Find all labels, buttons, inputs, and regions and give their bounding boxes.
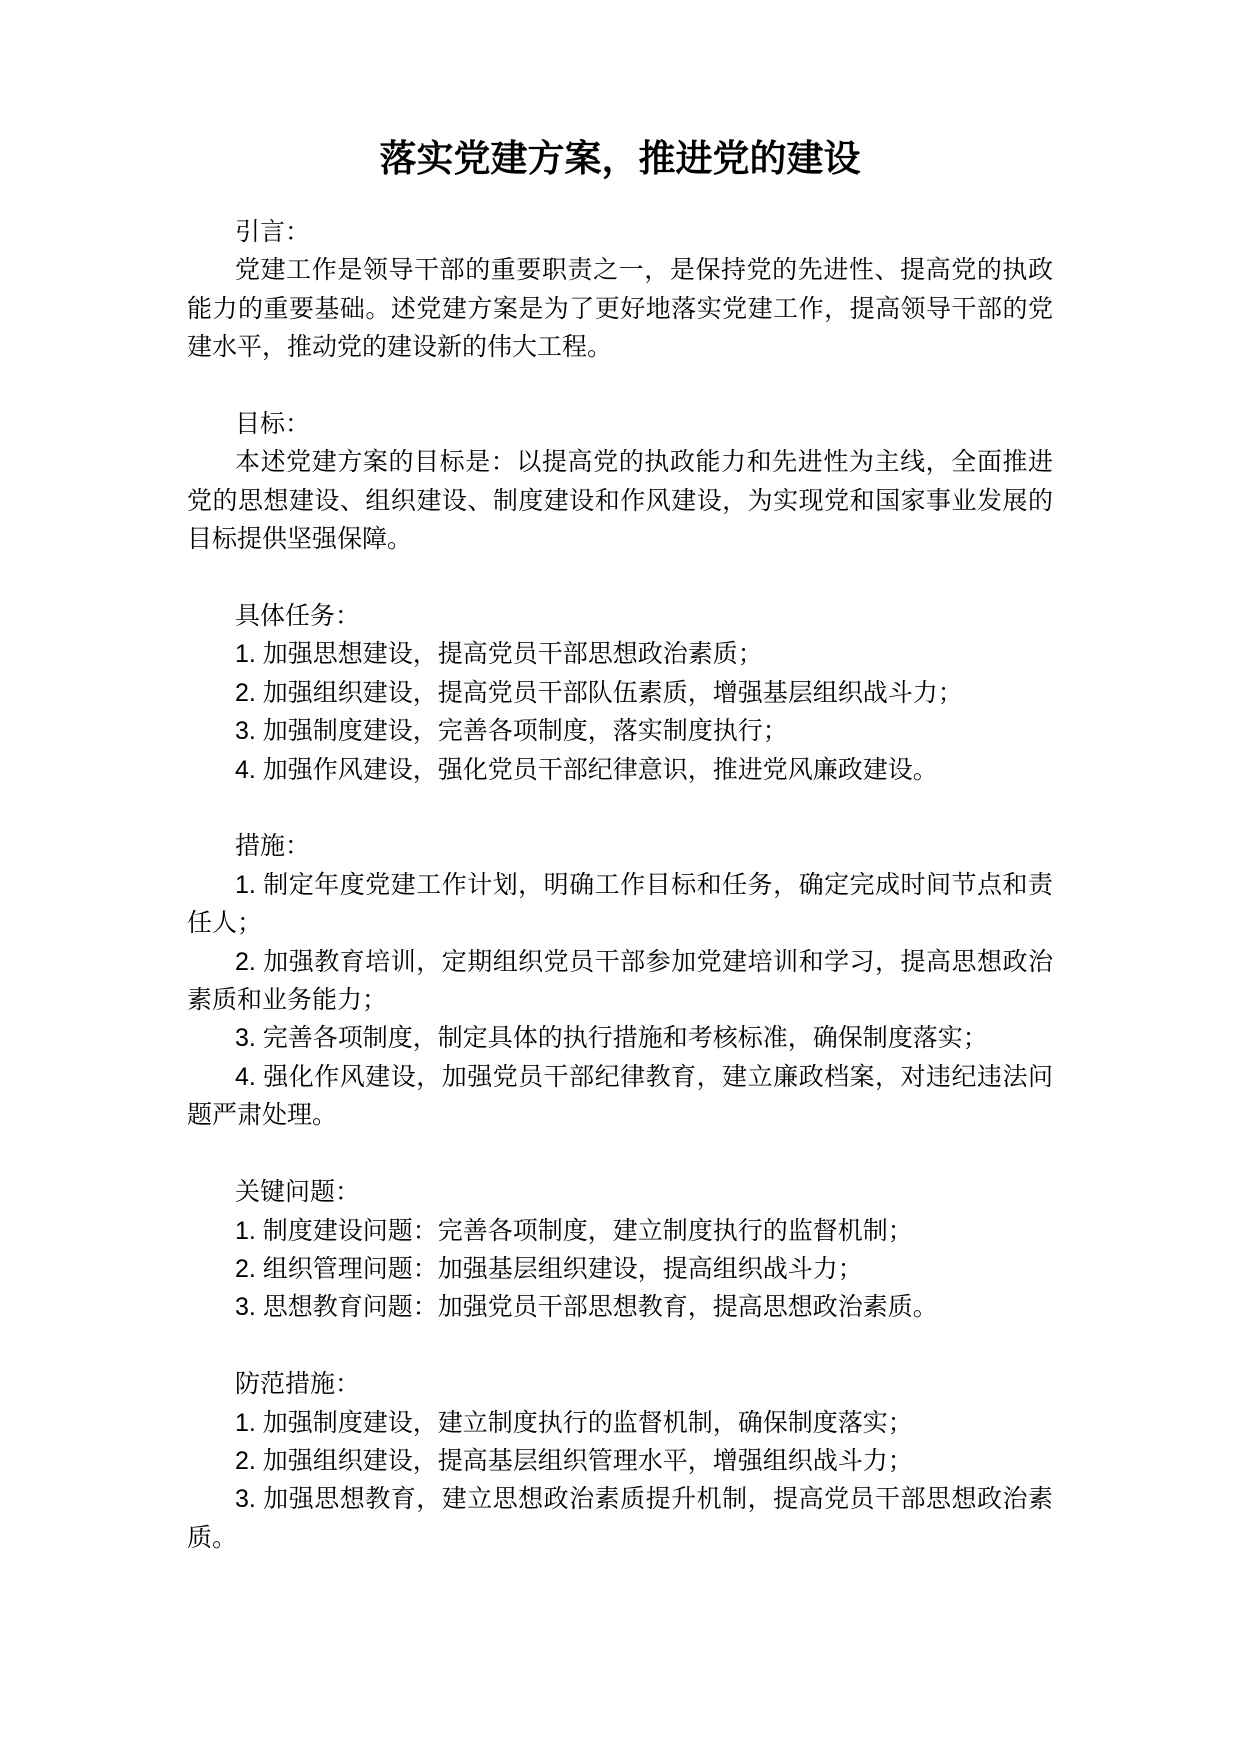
- paragraph: 党建工作是领导干部的重要职责之一，是保持党的先进性、提高党的执政能力的重要基础。述党建方案是为了更好地落实党建工作，提高领导干部的党建水平，推动党的建设新的伟大工程。: [187, 256, 1053, 362]
- section-tasks: [187, 597, 1053, 789]
- list-item: 3. 加强思想教育，建立思想政治素质提升机制，提高党员干部思想政治素质。: [187, 1485, 1053, 1552]
- section-heading: 措施：: [235, 832, 311, 861]
- section-heading: 关键问题：: [235, 1178, 361, 1207]
- section-heading: 目标：: [235, 410, 311, 439]
- list-item: 1. 加强制度建设，建立制度执行的监督机制，确保制度落实；: [235, 1408, 913, 1437]
- list-item: 2. 加强组织建设，提高党员干部队伍素质，增强基层组织战斗力；: [235, 678, 963, 707]
- list-item: 1. 制定年度党建工作计划，明确工作目标和任务，确定完成时间节点和责任人；: [187, 870, 1053, 938]
- list-item: 2. 加强组织建设，提高基层组织管理水平，增强组织战斗力；: [235, 1446, 913, 1475]
- blank-line: [187, 1135, 1053, 1173]
- section-introduction: [187, 213, 1053, 367]
- list-item: 4. 加强作风建设，强化党员干部纪律意识，推进党风廉政建设。: [235, 755, 938, 784]
- section-key-issues: [187, 1173, 1053, 1327]
- document-title: 落实党建方案，推进党的建设: [379, 138, 861, 179]
- section-measures: [187, 827, 1053, 1134]
- blank-line: [187, 559, 1053, 597]
- list-item: 3. 思想教育问题：加强党员干部思想教育，提高思想政治素质。: [235, 1293, 938, 1322]
- paragraph: 本述党建方案的目标是：以提高党的执政能力和先进性为主线，全面推进党的思想建设、组织建设、制度建设和作风建设，为实现党和国家事业发展的目标提供坚强保障。: [187, 448, 1053, 554]
- list-item: 3. 完善各项制度，制定具体的执行措施和考核标准，确保制度落实；: [235, 1024, 988, 1053]
- list-item: 2. 加强教育培训，定期组织党员干部参加党建培训和学习，提高思想政治素质和业务能力；: [187, 947, 1053, 1015]
- blank-line: [187, 1327, 1053, 1365]
- list-item: 1. 制度建设问题：完善各项制度，建立制度执行的监督机制；: [235, 1216, 913, 1245]
- document-body: [187, 213, 1053, 1557]
- section-goals: [187, 405, 1053, 559]
- section-preventive-measures: [187, 1365, 1053, 1557]
- blank-line: [187, 367, 1053, 405]
- list-item: 4. 强化作风建设，加强党员干部纪律教育，建立廉政档案，对违纪违法问题严肃处理。: [187, 1062, 1053, 1130]
- list-item: 3. 加强制度建设，完善各项制度，落实制度执行；: [235, 717, 788, 746]
- list-item: 2. 组织管理问题：加强基层组织建设，提高组织战斗力；: [235, 1254, 863, 1283]
- section-heading: 具体任务：: [235, 602, 361, 631]
- list-item: 1. 加强思想建设，提高党员干部思想政治素质；: [235, 640, 763, 669]
- blank-line: [187, 789, 1053, 827]
- section-heading: 防范措施：: [235, 1370, 361, 1399]
- section-heading: 引言：: [235, 218, 311, 246]
